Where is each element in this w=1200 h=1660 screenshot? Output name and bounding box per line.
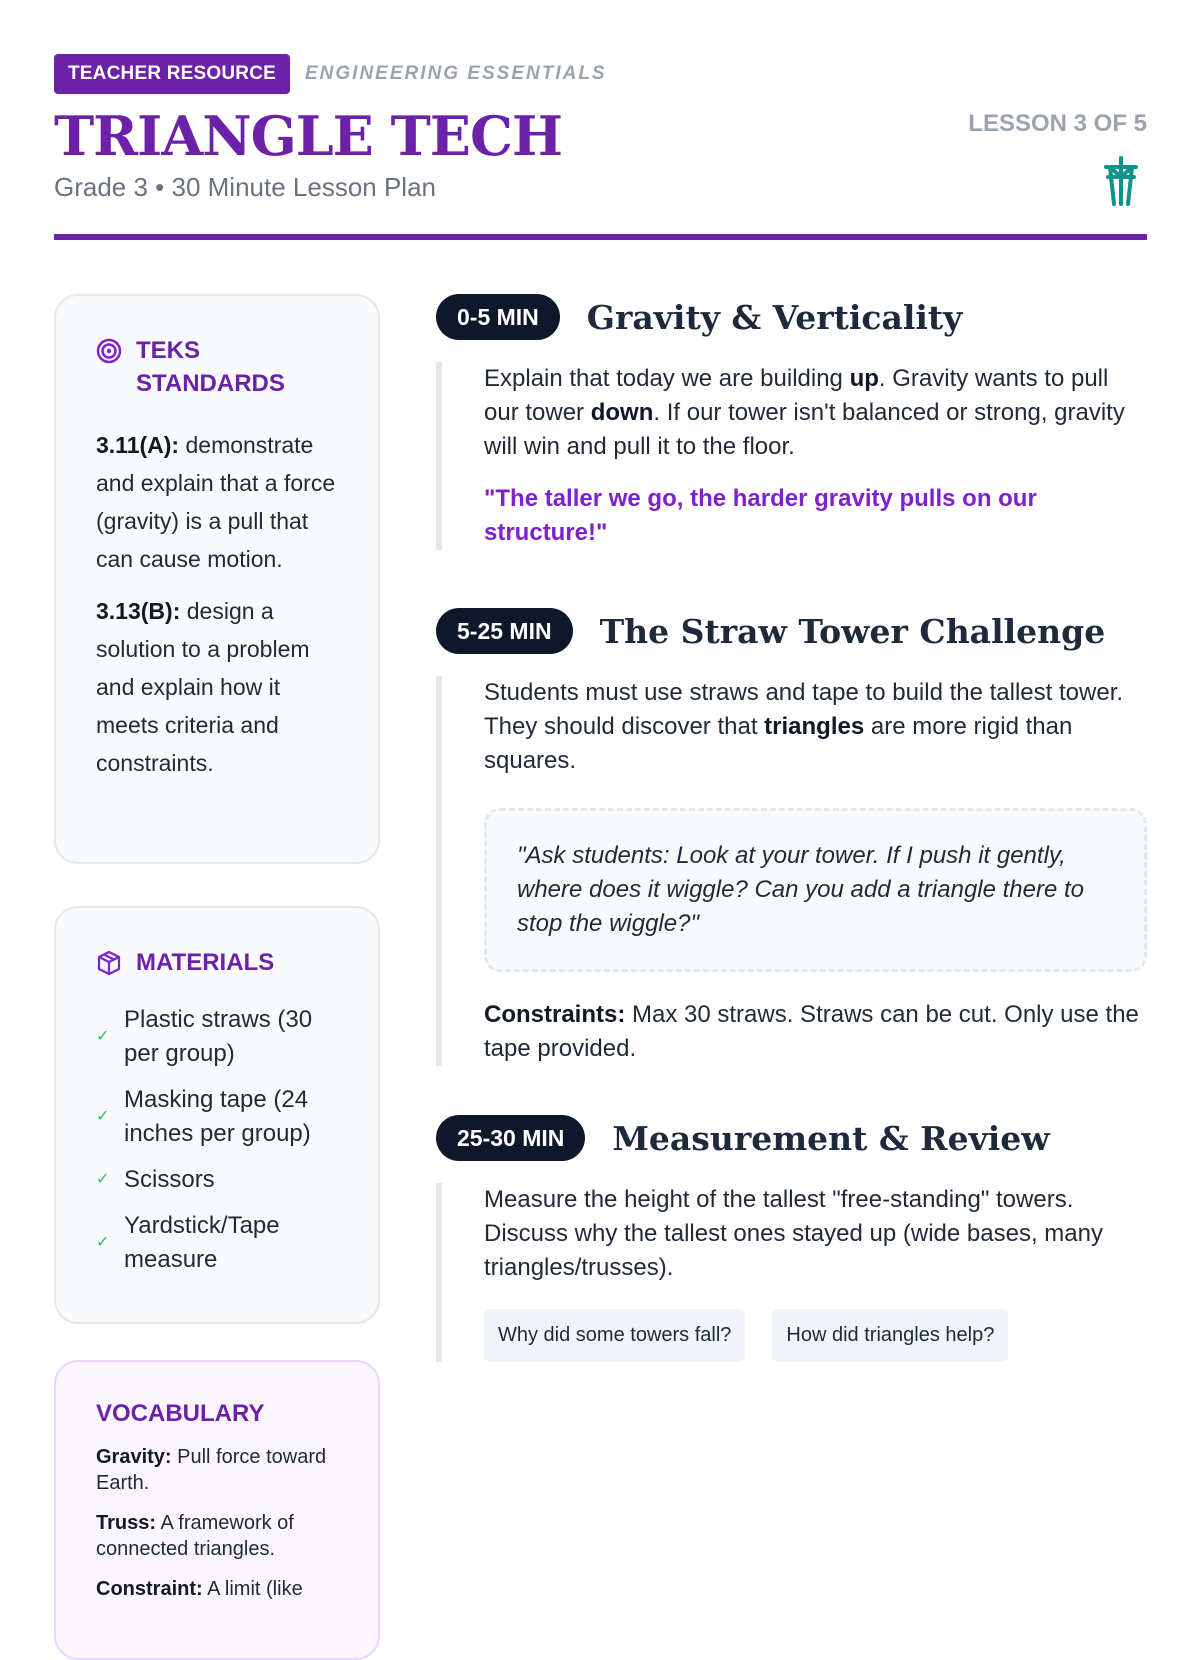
vocab-item — [96, 1576, 338, 1602]
material-label: Plastic straws (30 per group) — [124, 1006, 313, 1067]
section-straw-tower — [436, 608, 1147, 1066]
check-icon: ✓ — [96, 1171, 110, 1188]
section-header — [436, 294, 1147, 340]
teks-card — [54, 294, 380, 864]
section-body — [436, 362, 1147, 550]
target-icon — [96, 338, 122, 364]
teacher-quote: "The taller we go, the harder gravity pulls on our structure!" — [484, 485, 1037, 546]
check-icon: ✓ — [96, 1028, 110, 1045]
constraints-label: Constraints: — [484, 1001, 626, 1028]
standard-code: 3.11(A): — [96, 432, 180, 458]
vocab-term: Gravity: — [96, 1446, 172, 1468]
teacher-resource-badge: TEACHER RESOURCE — [54, 54, 290, 94]
section-paragraph: Measure the height of the tallest "free-standing" towers. Discuss why the tallest ones stayed up (wide bases, many triangles/trusses). — [484, 1186, 1103, 1281]
section-header — [436, 608, 1147, 654]
teks-title: TEKS STANDARDS — [136, 337, 285, 397]
discussion-chip: How did triangles help? — [772, 1309, 1008, 1362]
vocab-definition: A framework of connected triangles. — [96, 1512, 294, 1560]
material-label: Yardstick/Tape measure — [124, 1212, 280, 1273]
vocab-item — [96, 1510, 338, 1562]
standard-item — [96, 426, 338, 578]
vocab-item — [96, 1444, 338, 1496]
materials-title-row — [96, 946, 338, 979]
time-badge: 25-30 MIN — [436, 1115, 585, 1161]
section-measurement — [436, 1115, 1147, 1362]
standard-text: design a solution to a problem and explain how it meets criteria and constraints. — [96, 598, 310, 776]
emphasis-up: up — [849, 365, 879, 392]
time-badge: 0-5 MIN — [436, 294, 560, 340]
text-run: Students must use straws and tape to build the tallest tower. They should discover that — [484, 679, 1124, 740]
check-icon: ✓ — [96, 1234, 110, 1251]
discussion-chip: Why did some towers fall? — [484, 1309, 745, 1362]
tower-icon — [1101, 155, 1141, 207]
constraints-paragraph — [484, 998, 1147, 1066]
list-item — [96, 1003, 338, 1071]
header-divider — [54, 234, 1147, 240]
standard-text: demonstrate and explain that a force (gravity) is a pull that can cause motion. — [96, 432, 336, 572]
section-body — [436, 676, 1147, 1066]
tag-row — [54, 54, 1147, 94]
vocab-term: Constraint: — [96, 1578, 203, 1600]
section-title: Gravity & Verticality — [586, 297, 963, 337]
section-paragraph — [484, 676, 1147, 778]
list-item — [96, 1209, 338, 1277]
box-icon — [96, 950, 122, 976]
vocabulary-title: VOCABULARY — [96, 1400, 265, 1427]
section-paragraph — [484, 362, 1147, 464]
materials-card — [54, 906, 380, 1324]
list-item — [96, 1163, 338, 1197]
page-subtitle: Grade 3 • 30 Minute Lesson Plan — [54, 172, 437, 202]
text-run: are more rigid than squares. — [484, 713, 1073, 774]
material-label: Masking tape (24 inches per group) — [124, 1086, 311, 1147]
vocab-definition: A limit (like — [202, 1578, 303, 1600]
teks-title-row — [96, 334, 338, 400]
materials-title: MATERIALS — [136, 949, 275, 976]
time-badge: 5-25 MIN — [436, 608, 573, 654]
standard-code: 3.13(B): — [96, 598, 181, 624]
section-title: Measurement & Review — [612, 1118, 1050, 1158]
materials-list — [96, 1003, 338, 1277]
material-label: Scissors — [124, 1166, 215, 1193]
text-run: Explain that today we are building — [484, 365, 850, 392]
text-run: . Gravity wants to pull our tower — [484, 365, 1109, 426]
emphasis-down: down — [590, 399, 654, 426]
section-gravity — [436, 294, 1147, 550]
text-run: . If our tower isn't balanced or strong, gravity will win and pull it to the floor. — [484, 399, 1125, 460]
teacher-prompt-box: "Ask students: Look at your tower. If I push it gently, where does it wiggle? Can you add a triangle there to stop the wiggle?" — [484, 808, 1147, 972]
vocab-definition: Pull force toward Earth. — [96, 1446, 327, 1494]
constraints-text: Max 30 straws. Straws can be cut. Only use the tape provided. — [484, 1001, 1139, 1062]
section-body — [436, 1183, 1147, 1362]
list-item — [96, 1083, 338, 1151]
section-header — [436, 1115, 1147, 1161]
check-icon: ✓ — [96, 1108, 110, 1125]
section-title: The Straw Tower Challenge — [599, 611, 1106, 651]
series-label: ENGINEERING ESSENTIALS — [305, 63, 607, 84]
lesson-counter: LESSON 3 OF 5 — [968, 110, 1147, 137]
header — [54, 54, 1147, 202]
emphasis-triangles: triangles — [764, 713, 865, 740]
standard-item — [96, 592, 338, 782]
page-title: TRIANGLE TECH — [54, 104, 562, 168]
vocab-term: Truss: — [96, 1512, 157, 1534]
vocabulary-card — [54, 1360, 380, 1660]
discussion-chips — [484, 1309, 1147, 1362]
